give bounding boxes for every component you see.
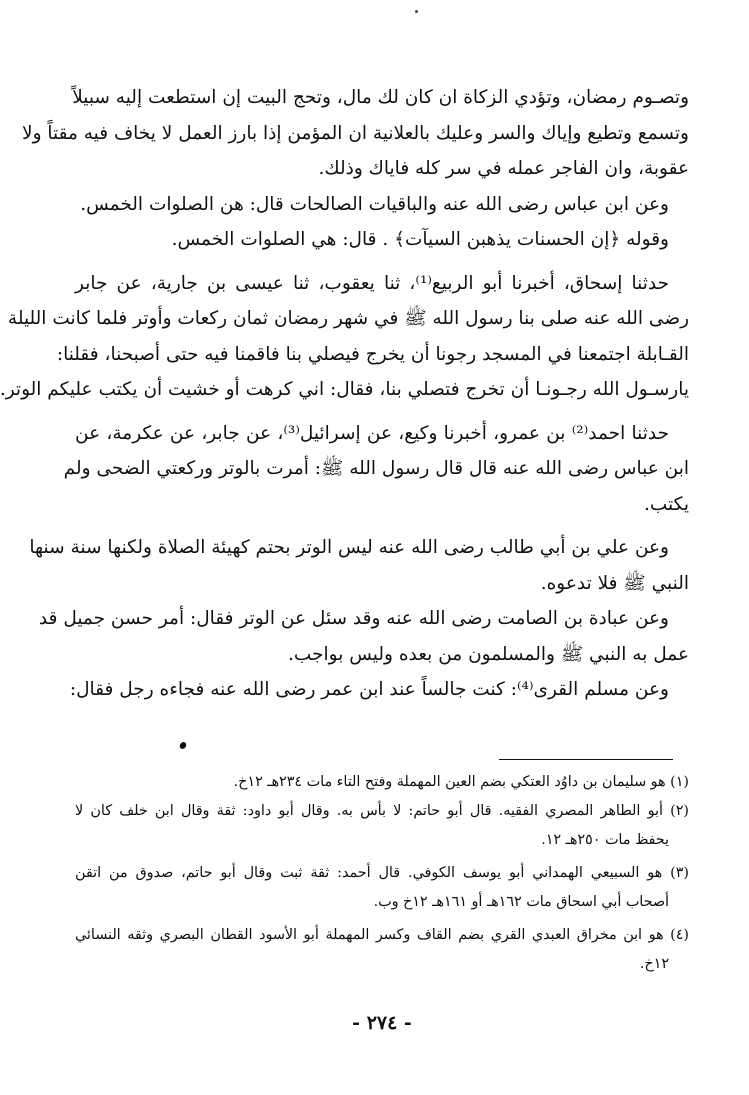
text-line: وعن عبادة بن الصامت رضى الله عنه وقد سئل عن الوتر فقال: أمر حسن جميل قد [38, 608, 669, 629]
footnote-separator [499, 759, 673, 760]
text-line: ابن عباس رضى الله عنه قال قال رسول الله ﷺ: أمرت بالوتر وركعتي الضحى ولم [63, 458, 689, 479]
text-line: عمل به النبي ﷺ والمسلمون من بعده وليس بواجب. [288, 643, 689, 665]
footnote-3: (٣) هو السبيعي الهمداني أبو يوسف الكوفي. قال أحمد: ثقة ثبت وقال أبو حاتم، صدوق من اتقن [75, 865, 689, 881]
text-line: يارسـول الله رجـونـا أن تخرج فتصلي بنا، فقال: اني كرهت أو خشيت أن يكتب عليكم الوتر. [0, 379, 689, 400]
footnote-4-cont: ١٢خ. [639, 956, 669, 972]
text-line: وعن مسلم القرى⁽⁴⁾: كنت جالساً عند ابن عمر رضى الله عنه فجاءه رجل فقال: [69, 679, 669, 700]
scan-speck [415, 10, 418, 13]
text-line: رضى الله عنه صلى بنا رسول الله ﷺ في شهر رمضان ثمان ركعات وأوتر فلما كانت الليلة [7, 308, 689, 329]
footnotes [75, 768, 689, 979]
text-line: عقوبة، وان الفاجر عمله في سر كله فاياك وذلك. [318, 158, 689, 179]
text-line: وقوله ﴿إن الحسنات يذهبن السيآت﴾ . قال: هي الصلوات الخمس. [171, 229, 669, 250]
footnote-2: (٢) أبو الطاهر المصري الفقيه. قال أبو حاتم: لا بأس به. وقال أبو داود: ثقة وقال ابن خلف كان لا [75, 803, 689, 819]
text-line: حدثنا احمد⁽²⁾ بن عمرو، أخبرنا وكيع، عن إسرائيل⁽³⁾، عن جابر، عن عكرمة، عن [75, 422, 669, 444]
footnote-4: (٤) هو ابن مخراق العبدي القري بضم القاف وكسر المهملة أبو الأسود القطان البصري وثقه النسائي [75, 927, 689, 943]
text-line: حدثنا إسحاق، أخبرنا أبو الربيع⁽¹⁾، ثنا يعقوب، ثنا عيسى بن جارية، عن جابر [75, 272, 670, 294]
footnote-1: (١) هو سليمان بن داوُد العتكي بضم العين المهملة وفتح التاء مات ٢٣٤هـ ١٢خ. [233, 774, 689, 790]
footnote-2-cont: يحفظ مات ٢٥٠هـ ١٢. [541, 832, 669, 848]
text-line: وعن ابن عباس رضى الله عنه والباقيات الصالحات قال: هن الصلوات الخمس. [80, 193, 669, 215]
text-line: القـابلة اجتمعنا في المسجد رجونا أن يخرج فيصلي بنا فاقمنا فيه حتى أصبحنا، فقلنا: [56, 343, 689, 365]
page-number: - ٢٧٤ - [352, 1012, 412, 1034]
text-line: يكتب. [644, 493, 689, 515]
text-line: وتسمع وتطيع وإياك والسر وعليك بالعلانية ان المؤمن إذا بارز العمل لا يخاف فيه مقتاً ولا [22, 122, 689, 144]
text-line: وتصـوم رمضان، وتؤدي الزكاة ان كان لك مال، وتحج البيت إن استطعت إليه سبيلاً [72, 87, 689, 108]
text-line: وعن علي بن أبي طالب رضى الله عنه ليس الوتر بحتم كهيئة الصلاة ولكنها سنة سنها [29, 537, 669, 558]
main-text [0, 80, 689, 708]
scan-ink-spot [179, 741, 187, 750]
text-line: النبي ﷺ فلا تدعوه. [540, 572, 689, 594]
footnote-3-cont: أصحاب أبي اسحاق مات ١٦٢هـ أو ١٦١هـ ١٢خ وب. [373, 894, 669, 910]
